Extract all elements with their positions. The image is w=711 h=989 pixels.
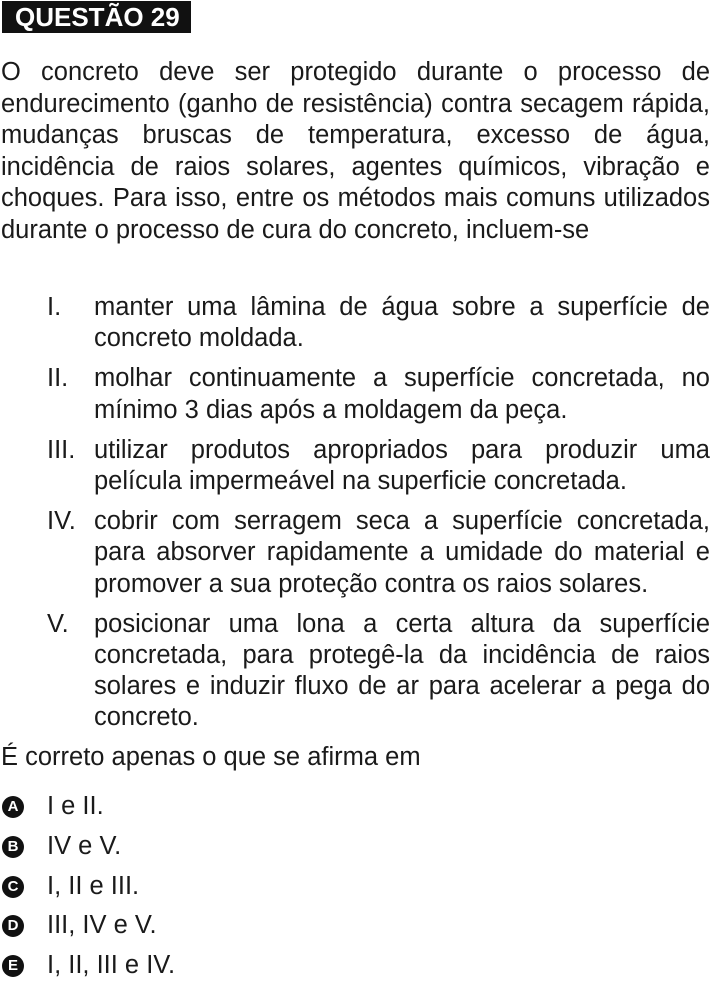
option-letter-badge: A — [2, 796, 24, 818]
statement-text: posicionar uma lona a certa altura da superfície concretada, para protegê-la da incidência de raios solares e induzir fluxo de ar para acelerar a pega do concreto. — [94, 609, 710, 732]
statement-number: III. — [47, 435, 76, 464]
statement-list — [0, 292, 711, 743]
answer-option-b[interactable] — [0, 830, 711, 870]
statement-number: IV. — [47, 507, 76, 536]
answer-option-d[interactable] — [0, 909, 711, 949]
statement-number: I. — [47, 293, 62, 321]
question-stem: O concreto deve ser protegido durante o processo de endurecimento (ganho de resistência) contra secagem rápida, mudanças bruscas de temperatura, excesso de água, incidência de raios solares, agentes químicos, vibração e choques. Para isso, entre os métodos mais comuns utilizados durante o processo de cura do concreto, incluem-se — [1, 58, 710, 244]
question-prompt: É correto apenas o que se afirma em — [1, 743, 421, 771]
option-letter-badge: C — [2, 876, 24, 898]
answer-option-c[interactable] — [0, 870, 711, 910]
option-text: I e II. — [47, 792, 104, 820]
statement-text: molhar continuamente a superfície concretada, no mínimo 3 dias após a moldagem da peça. — [94, 364, 710, 424]
option-letter-badge: B — [2, 836, 24, 858]
option-letter-badge: D — [2, 915, 24, 937]
statement-number: II. — [47, 364, 69, 393]
answer-options — [0, 790, 711, 989]
statement-item — [0, 292, 711, 354]
answer-option-a[interactable] — [0, 790, 711, 830]
option-text: I, II e III. — [47, 871, 140, 900]
question-header: QUESTÃO 29 — [2, 1, 191, 33]
statement-item — [0, 609, 711, 734]
statement-item — [0, 435, 711, 497]
answer-option-e[interactable] — [0, 949, 711, 989]
statement-text: utilizar produtos apropriados para produzir uma película impermeável na superficie concretada. — [94, 435, 710, 496]
statement-text: manter uma lâmina de água sobre a superfície de concreto moldada. — [94, 293, 710, 353]
statement-text: cobrir com serragem seca a superfície concretada, para absorver rapidamente a umidade do material e promover a sua proteção contra os raios solares. — [94, 507, 710, 598]
statement-number: V. — [47, 609, 69, 638]
statement-item — [0, 506, 711, 600]
option-letter-badge: E — [2, 955, 24, 977]
option-text: III, IV e V. — [47, 911, 157, 940]
statement-item — [0, 363, 711, 425]
option-text: IV e V. — [47, 831, 122, 860]
option-text: I, II, III e IV. — [47, 951, 176, 980]
